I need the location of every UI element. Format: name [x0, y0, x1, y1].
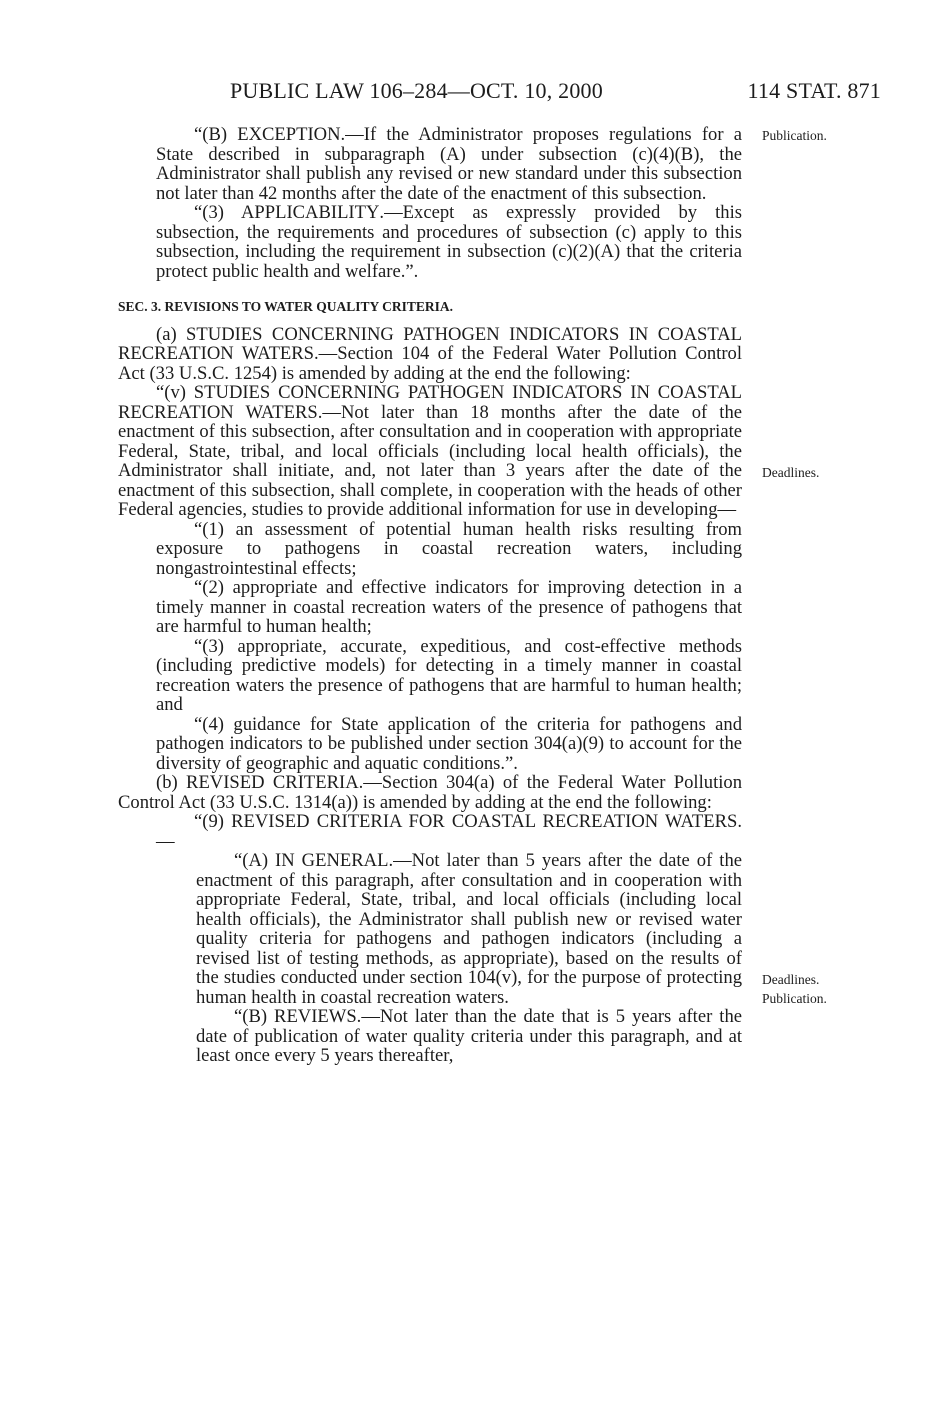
list-item: “(3) appropriate, accurate, expeditious, and cost-effective methods (including predictive models) for detecting in a timely manner in coastal recreation waters the presence of pathogens that are harmful to human health; and	[156, 635, 742, 715]
body-text	[118, 125, 742, 1066]
margin-note-deadlines: Deadlines.	[762, 465, 820, 480]
running-header-page: 114 STAT. 871	[747, 78, 881, 103]
subparagraph-b-reviews: “(B) REVIEWS.—Not later than the date that is 5 years after the date of publication of water quality criteria under this paragraph, and at least once every 5 years thereafter,	[196, 1006, 742, 1066]
section-heading: SEC. 3. REVISIONS TO WATER QUALITY CRITERIA.	[118, 299, 453, 314]
paragraph-3-applicability: “(3) APPLICABILITY.—Except as expressly provided by this subsection, the requirements and procedures of subsection (c) apply to this subsection, including the requirement in subsection (c)(2)(A) that the criteria protect public health and welfare.”.	[156, 202, 742, 282]
running-header-title: PUBLIC LAW 106–284—OCT. 10, 2000	[230, 78, 603, 103]
paragraph-9-heading: “(9) REVISED CRITERIA FOR COASTAL RECREATION WATERS.—	[156, 811, 742, 852]
list-item: “(2) appropriate and effective indicators for improving detection in a timely manner in coastal recreation waters of the presence of pathogens that are harmful to human health;	[156, 577, 742, 637]
paragraph-v-studies: “(v) STUDIES CONCERNING PATHOGEN INDICATORS IN COASTAL RECREATION WATERS.—Not later than 18 months after the date of the enactment of this subsection, after consultation and in cooperation with appropriate Federal, State, tribal, and local officials (including local health officials), the Administrator shall initiate, and, not later than 3 years after the date of the enactment of this subsection, shall complete, in cooperation with the heads of other Federal agencies, studies to provide additional information for use in developing—	[118, 382, 742, 520]
list-item: “(4) guidance for State application of the criteria for pathogens and pathogen indicators to be published under section 304(a)(9) to account for the diversity of geographic and aquatic conditions.”.	[156, 713, 742, 774]
margin-note-deadlines: Deadlines.	[762, 972, 820, 987]
subsection-b: (b) REVISED CRITERIA.—Section 304(a) of the Federal Water Pollution Control Act (33 U.S.C. 1314(a)) is amended by adding at the end the following:	[118, 772, 742, 813]
subsection-a: (a) STUDIES CONCERNING PATHOGEN INDICATORS IN COASTAL RECREATION WATERS.—Section 104 of the Federal Water Pollution Control Act (33 U.S.C. 1254) is amended by adding at the end the following:	[118, 323, 742, 384]
margin-note-publication: Publication.	[762, 991, 827, 1006]
paragraph-b-exception: “(B) EXCEPTION.—If the Administrator proposes regulations for a State described in subparagraph (A) under subsection (c)(4)(B), the Administrator shall publish any revised or new standard under this subsection not later than 42 months after the date of the enactment of this subsection.	[156, 124, 742, 204]
list-item: “(1) an assessment of potential human health risks resulting from exposure to pathogens in coastal recreation waters, including nongastrointestinal effects;	[156, 518, 742, 579]
subparagraph-a-in-general: “(A) IN GENERAL.—Not later than 5 years after the date of the enactment of this paragraph, after consultation and in cooperation with appropriate Federal, State, tribal, and local officials (including local health officials), the Administrator shall publish new or revised water quality criteria for pathogens and pathogen indicators (including a revised list of testing methods, as appropriate), based on the results of the studies conducted under section 104(v), for the purpose of protecting human health in coastal recreation waters.	[196, 850, 742, 1008]
margin-note-publication: Publication.	[762, 128, 827, 143]
